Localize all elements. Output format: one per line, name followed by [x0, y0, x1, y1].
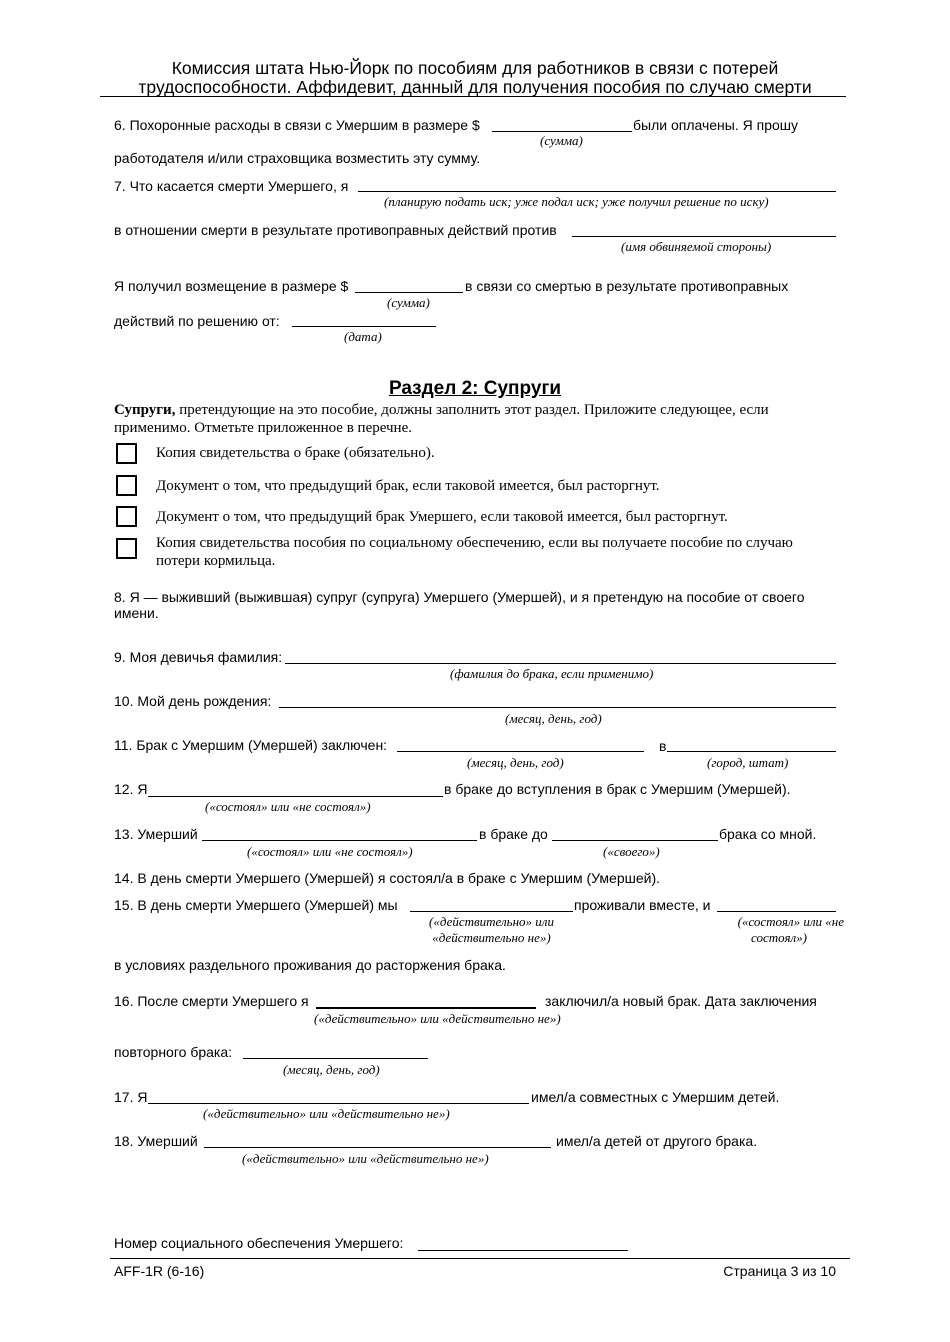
q12-prefix: 12. Я — [114, 781, 148, 797]
checklist-item-4-cont: потери кормильца. — [156, 553, 276, 569]
q16-caption2: (месяц, день, год) — [283, 1062, 380, 1077]
q6-suffix: были оплачены. Я прошу — [633, 117, 799, 133]
q17-prefix: 17. Я — [114, 1089, 148, 1105]
q8-line1: 8. Я — выживший (выжившая) супруг (супруга) Умершего (Умершей), и я претендую на пособие от своего — [114, 589, 805, 605]
q6-amount-field[interactable] — [492, 131, 632, 132]
checkbox-deceased-prior-divorce[interactable] — [116, 506, 137, 527]
section2-intro-text: претендующие на это пособие, должны заполнить этот раздел. Приложите следующее, если — [175, 402, 769, 418]
q11-marriage-date-field[interactable] — [397, 751, 644, 752]
q10-caption: (месяц, день, год) — [505, 711, 602, 726]
q18-prefix: 18. Умерший — [114, 1133, 198, 1149]
q16-suffix: заключил/а новый брак. Дата заключения — [545, 993, 817, 1009]
q18-suffix: имел/а детей от другого брака. — [556, 1133, 758, 1149]
q15-prefix: 15. В день смерти Умершего (Умершей) мы — [114, 897, 398, 913]
q7-caption3: (сумма) — [387, 295, 430, 310]
section2-intro-line1 — [114, 401, 769, 419]
q16-remarried-field[interactable] — [316, 1007, 536, 1009]
q11-caption1: (месяц, день, год) — [467, 755, 564, 770]
q13-suffix: брака со мной. — [719, 826, 817, 842]
q12-marital-status-field[interactable] — [148, 796, 443, 797]
q7-line3-prefix: Я получил возмещение в размере $ — [114, 278, 349, 294]
q15-caption1a: («действительно» или — [429, 914, 554, 929]
ssn-label: Номер социального обеспечения Умершего: — [114, 1235, 404, 1251]
q16-cont: повторного брака: — [114, 1044, 233, 1060]
q10-birthdate-field[interactable] — [279, 707, 836, 708]
q13-caption2: («своего») — [603, 844, 660, 859]
q7-line2: в отношении смерти в результате противоправных действий против — [114, 222, 557, 238]
q12-suffix: в браке до вступления в брак с Умершим (Умершей). — [444, 781, 791, 797]
q18-caption: («действительно» или «действительно не») — [242, 1151, 489, 1166]
q15-caption2b: состоял») — [751, 930, 807, 945]
q6-prefix: 6. Похоронные расходы в связи с Умершим в размере $ — [114, 117, 480, 133]
q16-prefix: 16. После смерти Умершего я — [114, 993, 309, 1009]
q17-suffix: имел/а совместных с Умершим детей. — [531, 1089, 780, 1105]
q15-separation-field[interactable] — [717, 911, 836, 912]
checklist-item-3: Документ о том, что предыдущий брак Умершего, если таковой имеется, был расторгнут. — [156, 509, 728, 525]
q7-line4: действий по решению от: — [114, 313, 280, 329]
q6-cont: работодателя и/или страховщика возместить эту сумму. — [114, 150, 481, 166]
checklist-item-2: Документ о том, что предыдущий брак, если таковой имеется, был расторгнут. — [156, 478, 660, 494]
q7-line3-suffix: в связи со смертью в результате противоправных — [465, 278, 789, 294]
q9-caption: (фамилия до брака, если применимо) — [450, 666, 654, 681]
q7-amount-field[interactable] — [355, 292, 463, 293]
q9-maiden-name-field[interactable] — [285, 663, 836, 664]
q14-text: 14. В день смерти Умершего (Умершей) я состоял/а в браке с Умершим (Умершей). — [114, 870, 661, 886]
header-title-line1: Комиссия штата Нью-Йорк по пособиям для работников в связи с потерей — [171, 58, 779, 78]
section2-intro-line2: применимо. Отметьте приложенное в перечне. — [114, 420, 412, 436]
checklist-item-4: Копия свидетельства пособия по социальному обеспечению, если вы получаете пособие по случаю — [156, 535, 793, 551]
checkbox-prior-divorce[interactable] — [116, 475, 137, 496]
q15-cont: в условиях раздельного проживания до расторжения брака. — [114, 957, 506, 973]
q13-caption1: («состоял» или «не состоял») — [247, 844, 413, 859]
q15-mid: проживали вместе, и — [574, 897, 711, 913]
q17-children-field[interactable] — [148, 1103, 529, 1104]
checklist-item-1: Копия свидетельства о браке (обязательно). — [156, 445, 435, 461]
q11-label: 11. Брак с Умершим (Умершей) заключен: — [114, 737, 388, 753]
q17-caption: («действительно» или «действительно не») — [203, 1106, 450, 1121]
q7-caption4: (дата) — [344, 329, 382, 344]
q11-marriage-place-field[interactable] — [667, 751, 836, 752]
q7-caption2: (имя обвиняемой стороны) — [621, 239, 772, 254]
checkbox-social-security[interactable] — [116, 538, 137, 559]
q13-own-field[interactable] — [552, 840, 718, 841]
section2-title: Раздел 2: Супруги — [388, 378, 562, 399]
q15-living-together-field[interactable] — [410, 911, 573, 912]
checkbox-marriage-certificate[interactable] — [116, 443, 137, 464]
q7-defendant-name-field[interactable] — [572, 236, 836, 237]
header-rule — [100, 96, 846, 97]
q11-in: в — [659, 738, 667, 754]
q15-caption2a: («состоял» или «не — [737, 914, 844, 929]
q15-caption1b: «действительно не») — [432, 930, 551, 945]
q10-label: 10. Мой день рождения: — [114, 693, 272, 709]
header-title-line2: трудоспособности. Аффидевит, данный для получения пособия по случаю смерти — [138, 77, 812, 97]
q11-caption2: (город, штат) — [707, 755, 789, 770]
q12-caption: («состоял» или «не состоял») — [205, 799, 371, 814]
q13-deceased-status-field[interactable] — [202, 840, 477, 841]
q9-label: 9. Моя девичья фамилия: — [114, 649, 283, 665]
footer-rule — [110, 1258, 850, 1259]
q7-caption: (планирую подать иск; уже подал иск; уже получил решение по иску) — [384, 194, 769, 209]
footer-page-number: Страница 3 из 10 — [723, 1263, 836, 1279]
section2-intro-bold: Супруги, — [114, 402, 176, 418]
q13-mid: в браке до — [479, 826, 548, 842]
q8-line2: имени. — [114, 605, 159, 621]
q6-caption: (сумма) — [540, 133, 583, 148]
q7-lawsuit-status-field[interactable] — [358, 191, 836, 192]
q7-date-field[interactable] — [292, 326, 436, 327]
ssn-field[interactable] — [418, 1250, 628, 1251]
q16-remarriage-date-field[interactable] — [243, 1058, 428, 1059]
q7-prefix: 7. Что касается смерти Умершего, я — [114, 178, 349, 194]
footer-form-id: AFF-1R (6-16) — [114, 1263, 205, 1279]
q18-other-children-field[interactable] — [204, 1147, 551, 1148]
q16-caption: («действительно» или «действительно не») — [314, 1011, 561, 1026]
q13-prefix: 13. Умерший — [114, 826, 198, 842]
